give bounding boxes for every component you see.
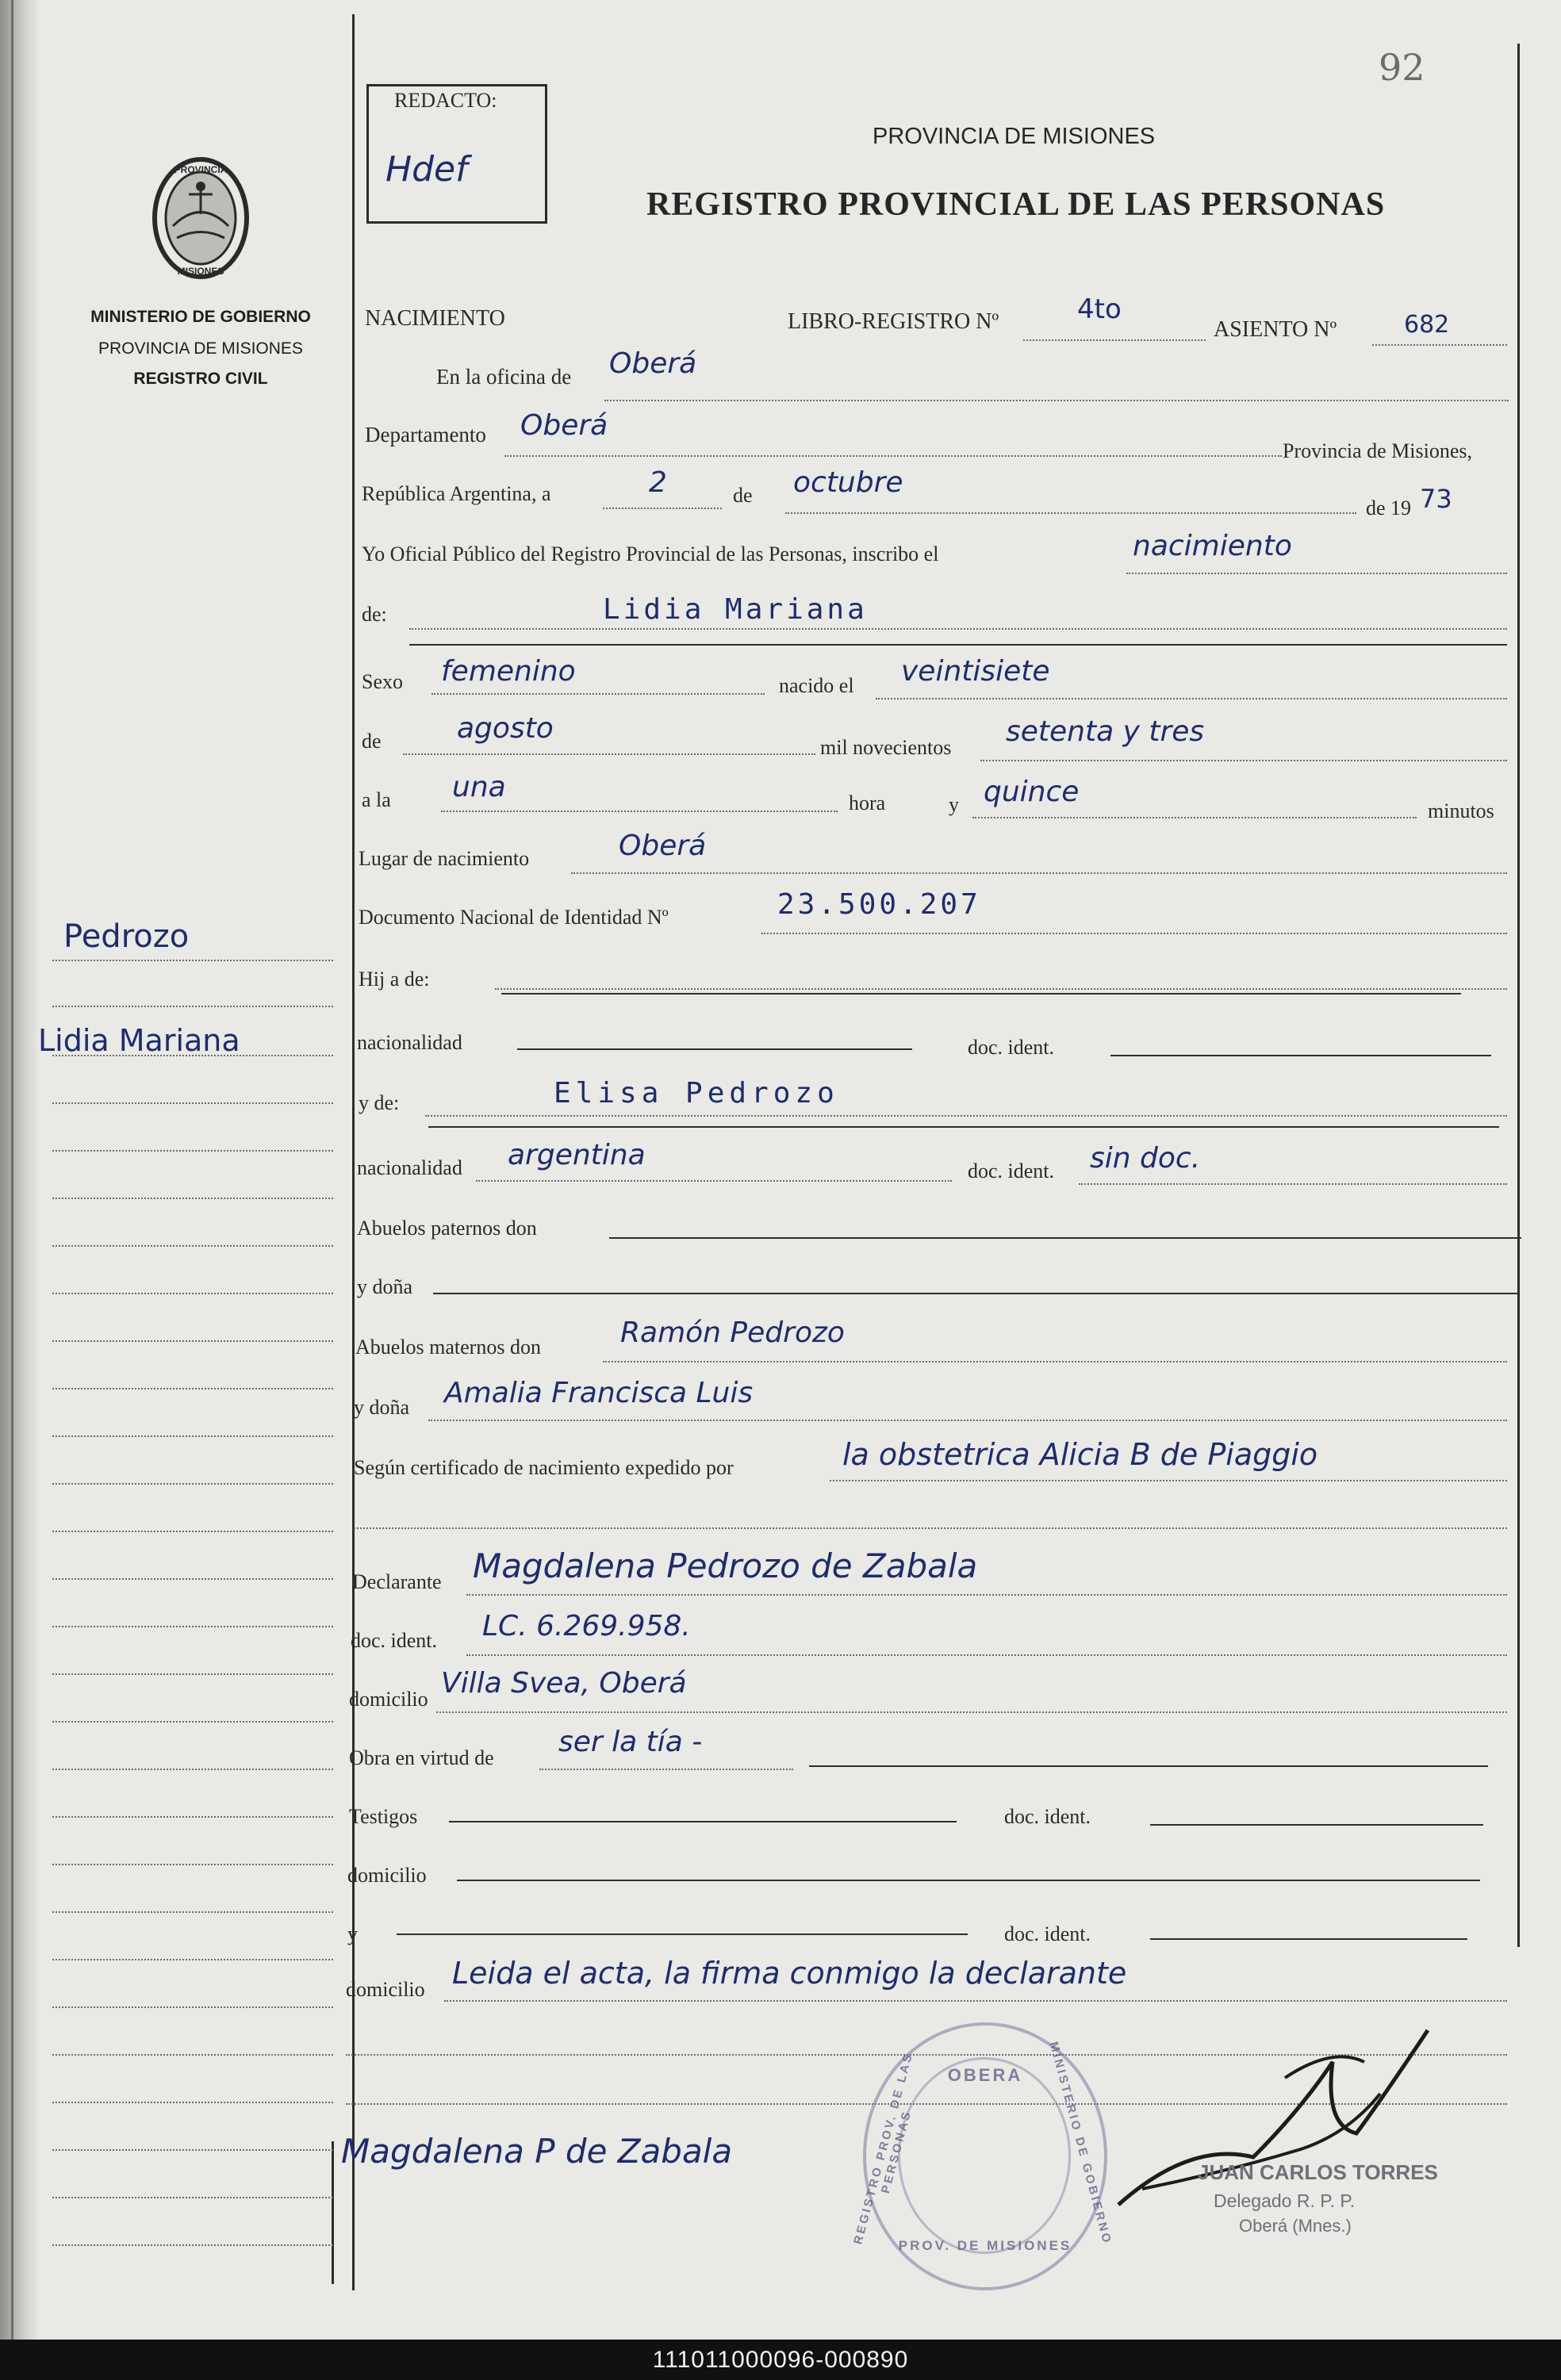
province-title: PROVINCIA DE MISIONES bbox=[873, 124, 1156, 149]
declarant-signature: Magdalena P de Zabala bbox=[341, 2132, 733, 2171]
margin-line bbox=[52, 1388, 333, 1389]
book-label: LIBRO-REGISTRO Nº bbox=[788, 309, 999, 334]
margin-bottom-line bbox=[332, 2141, 334, 2284]
witness-2-doc-label: doc. ident. bbox=[1004, 1922, 1091, 1945]
dni-line bbox=[761, 933, 1507, 934]
mother-name-line bbox=[425, 1115, 1507, 1117]
born-day-line bbox=[876, 698, 1507, 699]
and-label: y bbox=[949, 793, 959, 816]
official-stamp bbox=[851, 2022, 1114, 2290]
entry-label: ASIENTO Nº bbox=[1214, 317, 1337, 342]
paternal-don-strike bbox=[609, 1237, 1521, 1239]
redacto-initials: Hdef bbox=[385, 149, 468, 190]
page-binding-edge bbox=[0, 0, 40, 2340]
book-line bbox=[1023, 339, 1206, 341]
day-value: 2 bbox=[649, 466, 667, 499]
mother-doc: sin doc. bbox=[1090, 1142, 1201, 1175]
born-month-de-label: de bbox=[362, 730, 382, 753]
certificate-value: la obstetrica Alicia B de Piaggio bbox=[842, 1437, 1318, 1472]
ministry-line-1: MINISTERIO DE GOBIERNO bbox=[90, 308, 311, 326]
department-label: Departamento bbox=[365, 423, 486, 446]
month-value: octubre bbox=[793, 466, 903, 499]
maternal-grandparents-label: Abuelos maternos don bbox=[355, 1336, 541, 1359]
image-id-bar: 111011000096-000890 bbox=[0, 2340, 1561, 2380]
margin-line bbox=[52, 1150, 333, 1152]
hour-line bbox=[441, 811, 838, 812]
ministry-line-2: PROVINCIA DE MISIONES bbox=[98, 339, 303, 358]
place-label: Lugar de nacimiento bbox=[359, 847, 530, 870]
office-label: En la oficina de bbox=[436, 365, 572, 389]
margin-line bbox=[52, 1769, 333, 1770]
margin-line bbox=[52, 2054, 333, 2056]
capacity-value: ser la tía - bbox=[558, 1726, 703, 1758]
mother-nationality: argentina bbox=[508, 1139, 646, 1171]
declarant-address-label: domicilio bbox=[349, 1688, 428, 1711]
place-line bbox=[571, 872, 1507, 874]
father-nationality-strike bbox=[517, 1048, 912, 1050]
paternal-dona-label: y doña bbox=[357, 1275, 413, 1298]
margin-line bbox=[52, 1055, 333, 1056]
witness-2-strike bbox=[397, 1934, 968, 1935]
maternal-don: Ramón Pedrozo bbox=[620, 1316, 845, 1349]
birth-year-line bbox=[980, 760, 1507, 761]
minutes-label: minutos bbox=[1428, 799, 1494, 822]
at-label: a la bbox=[362, 788, 391, 811]
margin-line bbox=[52, 1483, 333, 1485]
declarant-doc-line bbox=[466, 1654, 1507, 1656]
inscription-line bbox=[1126, 573, 1507, 574]
department-line bbox=[504, 455, 1282, 457]
place-value: Oberá bbox=[619, 830, 707, 862]
maternal-dona-line bbox=[428, 1420, 1507, 1421]
witness-1-address-label: domicilio bbox=[347, 1864, 427, 1887]
official-place: Oberá (Mnes.) bbox=[1239, 2216, 1352, 2236]
maternal-dona: Amalia Francisca Luis bbox=[444, 1377, 754, 1409]
entry-value: 682 bbox=[1404, 311, 1450, 339]
witness-1-strike bbox=[449, 1821, 957, 1822]
mother-nationality-label: nacionalidad bbox=[357, 1156, 462, 1179]
office-value: Oberá bbox=[609, 347, 697, 380]
margin-line bbox=[52, 2102, 333, 2103]
declarant-address-value: Villa Svea, Oberá bbox=[441, 1667, 687, 1700]
ministry-line-3: REGISTRO CIVIL bbox=[133, 370, 268, 388]
father-doc-strike bbox=[1110, 1055, 1491, 1056]
person-name: Lidia Mariana bbox=[603, 593, 868, 626]
paternal-dona-strike bbox=[433, 1293, 1520, 1294]
declarant-value: Magdalena Pedrozo de Zabala bbox=[473, 1546, 978, 1585]
official-signature-icon bbox=[1095, 2014, 1444, 2221]
margin-line bbox=[52, 1626, 333, 1627]
certificate-line bbox=[830, 1480, 1507, 1481]
born-day: veintisiete bbox=[901, 655, 1050, 688]
entry-line bbox=[1372, 344, 1507, 346]
margin-surname: Pedrozo bbox=[63, 918, 190, 955]
binding-line bbox=[11, 0, 13, 2340]
inscription-value: nacimiento bbox=[1133, 530, 1292, 562]
born-month: agosto bbox=[457, 712, 554, 745]
margin-line bbox=[52, 1673, 333, 1675]
crest-word-bottom: MISIONES bbox=[177, 266, 224, 277]
margin-line bbox=[52, 1721, 333, 1723]
stamp-right-text: MINISTERIO DE GOBIERNO bbox=[1046, 2040, 1114, 2247]
closing-text: Leida el acta, la firma conmigo la declarante bbox=[452, 1956, 1127, 1991]
hour-label: hora bbox=[849, 791, 886, 814]
minutes-line bbox=[972, 817, 1417, 818]
margin-line bbox=[52, 1911, 333, 1913]
office-line bbox=[604, 400, 1509, 401]
father-line bbox=[495, 988, 1507, 990]
declarant-doc-value: LC. 6.269.958. bbox=[482, 1610, 691, 1642]
certificate-line-2 bbox=[354, 1527, 1507, 1529]
book-value: 4to bbox=[1077, 293, 1122, 325]
margin-line bbox=[52, 1864, 333, 1865]
dni-label: Documento Nacional de Identidad Nº bbox=[359, 906, 669, 929]
margin-line bbox=[52, 2006, 333, 2008]
margin-line bbox=[52, 2197, 333, 2198]
mother-name-underline bbox=[428, 1126, 1499, 1128]
provincial-crest-icon bbox=[141, 151, 260, 286]
of-label: de: bbox=[362, 603, 387, 626]
capacity-line bbox=[539, 1769, 793, 1770]
margin-line bbox=[52, 1293, 333, 1294]
closing-line bbox=[444, 2000, 1507, 2002]
maternal-don-line bbox=[603, 1361, 1507, 1362]
margin-line bbox=[52, 1816, 333, 1818]
mother-name: Elisa Pedrozo bbox=[554, 1077, 839, 1110]
capacity-strike bbox=[809, 1765, 1488, 1767]
department-value: Oberá bbox=[520, 409, 608, 442]
born-label: nacido el bbox=[779, 674, 854, 697]
redacto-label: REDACTO: bbox=[394, 89, 497, 112]
father-strike bbox=[501, 993, 1461, 995]
certificate-label: Según certificado de nacimiento expedido por bbox=[354, 1456, 734, 1479]
father-doc-label: doc. ident. bbox=[968, 1036, 1055, 1059]
hour-value: una bbox=[452, 771, 506, 803]
declarant-doc-label: doc. ident. bbox=[351, 1629, 438, 1652]
official-role: Delegado R. P. P. bbox=[1214, 2190, 1356, 2211]
mother-doc-line bbox=[1079, 1183, 1507, 1185]
margin-line bbox=[52, 1578, 333, 1580]
mother-doc-label: doc. ident. bbox=[968, 1159, 1055, 1182]
page-number: 92 bbox=[1379, 46, 1425, 89]
right-frame-line bbox=[1517, 44, 1520, 1947]
margin-line bbox=[52, 1006, 333, 1007]
dni-value: 23.500.207 bbox=[777, 888, 981, 921]
province-suffix: Provincia de Misiones, bbox=[1283, 439, 1473, 462]
sex-label: Sexo bbox=[362, 670, 403, 693]
year-label: mil novecientos bbox=[820, 736, 952, 759]
crest-word-top: PROVINCIA bbox=[174, 164, 228, 175]
registry-title: REGISTRO PROVINCIAL DE LAS PERSONAS bbox=[646, 186, 1386, 223]
republic-label: República Argentina, a bbox=[362, 482, 551, 505]
witness-1-doc-strike bbox=[1150, 1824, 1483, 1826]
capacity-label: Obra en virtud de bbox=[349, 1746, 494, 1769]
margin-given-names: Lidia Mariana bbox=[38, 1023, 240, 1058]
margin-line bbox=[52, 1340, 333, 1342]
act-type-label: NACIMIENTO bbox=[365, 306, 505, 331]
official-name: JUAN CARLOS TORRES bbox=[1198, 2160, 1438, 2184]
person-name-line bbox=[409, 628, 1507, 630]
margin-line bbox=[52, 2149, 333, 2151]
declarant-line bbox=[466, 1594, 1507, 1596]
mother-label: y de: bbox=[359, 1091, 400, 1114]
paternal-grandparents-label: Abuelos paternos don bbox=[357, 1217, 537, 1240]
sex-line bbox=[431, 693, 765, 695]
official-text: Yo Oficial Público del Registro Provincial de las Personas, inscribo el bbox=[362, 542, 939, 565]
birth-year-value: setenta y tres bbox=[1006, 715, 1205, 748]
left-frame-line bbox=[352, 14, 355, 2290]
minutes-value: quince bbox=[984, 776, 1080, 808]
day-line bbox=[603, 508, 722, 509]
stamp-left-text: REGISTRO PROV. DE LAS PERSONAS bbox=[851, 2050, 916, 2246]
witness-1-doc-label: doc. ident. bbox=[1004, 1805, 1091, 1828]
maternal-dona-label: y doña bbox=[354, 1396, 410, 1419]
month-de-label: de bbox=[733, 484, 753, 507]
month-line bbox=[785, 512, 1356, 514]
declarant-label: Declarante bbox=[352, 1570, 442, 1593]
closing-address-label: domicilio bbox=[346, 1978, 425, 2001]
witnesses-label: Testigos bbox=[349, 1805, 418, 1828]
margin-line bbox=[52, 1245, 333, 1247]
person-name-underline bbox=[409, 644, 1507, 646]
declarant-address-line bbox=[436, 1711, 1507, 1713]
child-of-label: Hij a de: bbox=[359, 968, 430, 991]
witness-1-address-strike bbox=[457, 1880, 1480, 1881]
sex-value: femenino bbox=[441, 655, 576, 688]
mother-nationality-line bbox=[476, 1180, 952, 1182]
year-prefix: de 19 bbox=[1366, 496, 1412, 519]
margin-line bbox=[52, 1435, 333, 1437]
margin-line bbox=[52, 2244, 333, 2246]
margin-line bbox=[52, 1531, 333, 1532]
stamp-top-text: OBERA bbox=[947, 2065, 1023, 2085]
margin-line bbox=[52, 1198, 333, 1199]
witness-2-doc-strike bbox=[1150, 1938, 1467, 1940]
witness-2-label: y bbox=[347, 1922, 358, 1945]
margin-line bbox=[52, 1959, 333, 1960]
margin-line bbox=[52, 960, 333, 961]
born-month-line bbox=[403, 753, 815, 755]
margin-line bbox=[52, 1102, 333, 1104]
year-value: 73 bbox=[1420, 484, 1452, 514]
stamp-bottom-text: PROV. DE MISIONES bbox=[898, 2238, 1072, 2253]
father-nationality-label: nacionalidad bbox=[357, 1031, 462, 1054]
